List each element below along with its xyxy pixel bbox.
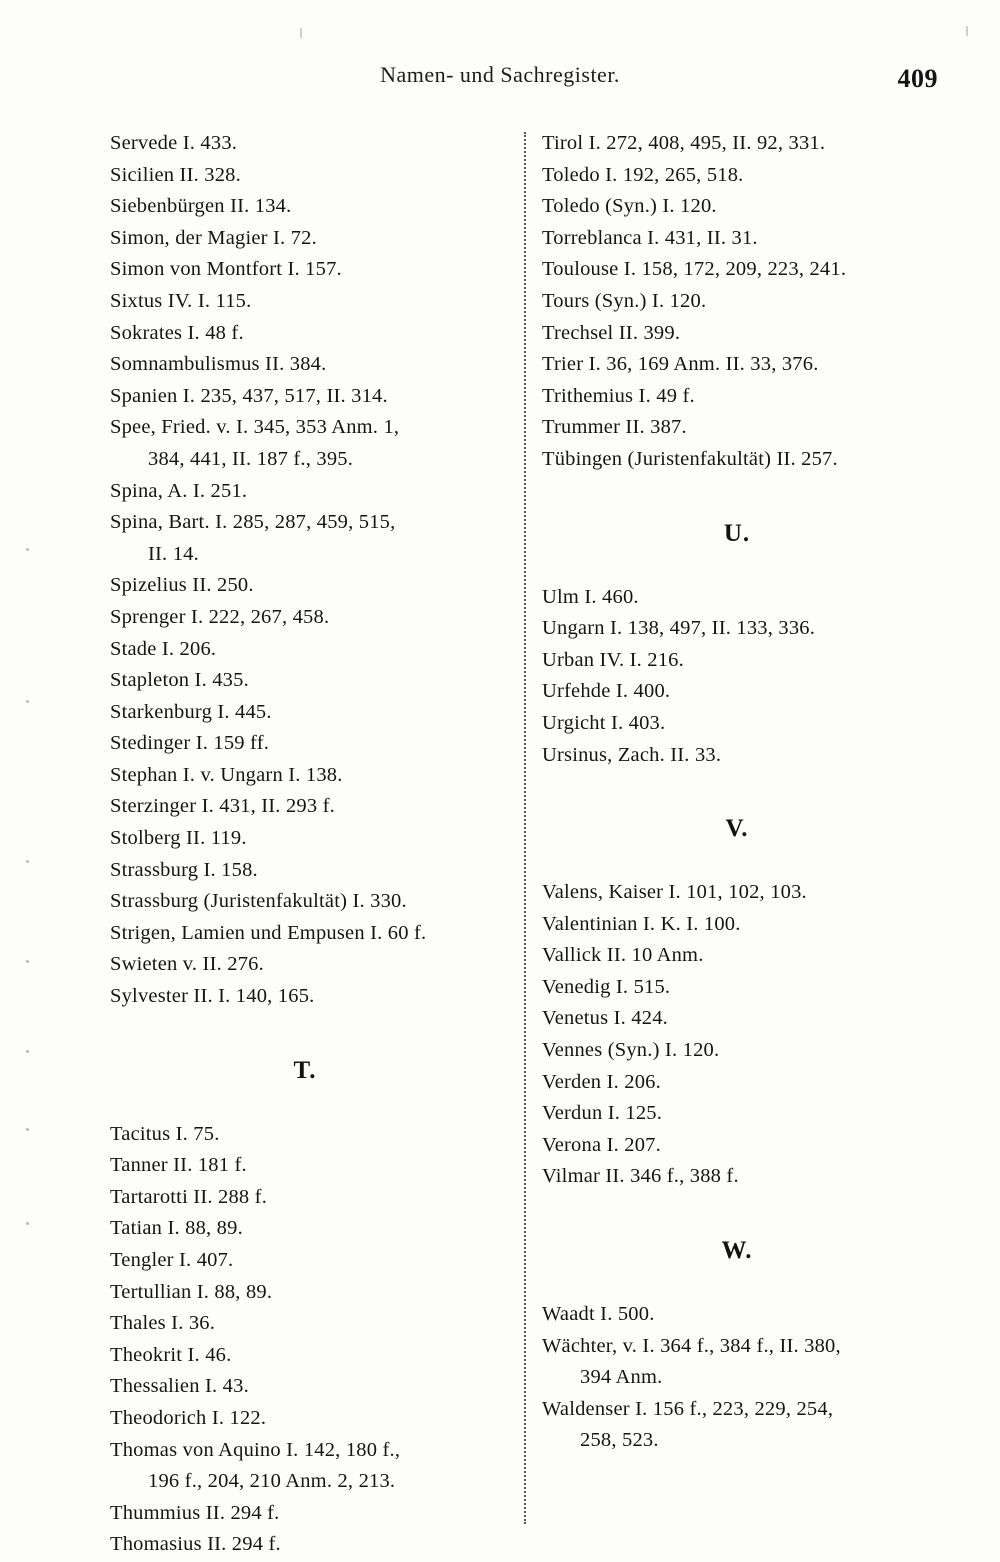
entry-text: Urfehde I. 400.	[542, 680, 671, 703]
section-heading-u: U.	[723, 519, 751, 547]
index-entry	[110, 918, 500, 950]
entry-continuation: 196 f., 204, 210 Anm. 2, 213.	[148, 1470, 396, 1493]
section-heading-t: T.	[293, 1056, 317, 1084]
index-entry	[110, 949, 500, 981]
index-entry	[110, 1245, 500, 1277]
entry-text: Toledo (Syn.) I. 120.	[542, 195, 717, 218]
entry-text: Spizelius II. 250.	[110, 574, 254, 597]
entry-text: Vennes (Syn.) I. 120.	[542, 1039, 720, 1062]
section-heading-v: V.	[725, 815, 749, 843]
index-entry	[110, 1119, 500, 1151]
index-entry	[110, 634, 500, 666]
entry-text: Ungarn I. 138, 497, II. 133, 336.	[542, 617, 816, 640]
index-entry	[542, 877, 932, 909]
entry-text: Strigen, Lamien und Empusen I. 60 f.	[110, 921, 427, 944]
entry-text: Spina, Bart. I. 285, 287, 459, 515,	[110, 511, 396, 534]
index-entry	[542, 1161, 932, 1193]
index-entry	[542, 1331, 932, 1394]
entry-list-w	[542, 1299, 932, 1457]
entry-text: Spee, Fried. v. I. 345, 353 Anm. 1,	[110, 416, 400, 439]
entry-text: Stade I. 206.	[110, 637, 217, 660]
section-gap	[110, 1085, 500, 1119]
left-column	[110, 128, 500, 1556]
entry-text: Venedig I. 515.	[542, 975, 671, 998]
entry-text: Spina, A. I. 251.	[110, 479, 248, 502]
scan-speck	[26, 1050, 29, 1053]
entry-text: Servede I. 433.	[110, 132, 238, 154]
entry-text: Ursinus, Zach. II. 33.	[542, 743, 722, 766]
scan-edge-mark	[300, 28, 302, 38]
index-entry	[542, 708, 932, 740]
index-entry	[542, 909, 932, 941]
index-entry	[110, 254, 500, 286]
index-entry	[542, 1067, 932, 1099]
index-entry	[542, 191, 932, 223]
index-entry	[110, 728, 500, 760]
section-gap	[110, 1013, 500, 1057]
index-entry	[110, 286, 500, 318]
entry-text: Sixtus IV. I. 115.	[110, 289, 252, 312]
entry-text: Tacitus I. 75.	[110, 1122, 220, 1145]
index-entry	[542, 254, 932, 286]
entry-list-u	[542, 582, 932, 772]
index-entry	[110, 697, 500, 729]
scan-edge-mark	[966, 26, 968, 36]
entry-text: Waadt I. 500.	[542, 1303, 655, 1326]
entry-text: Sylvester II. I. 140, 165.	[110, 985, 315, 1008]
index-entry	[110, 791, 500, 823]
entry-text: Thomas von Aquino I. 142, 180 f.,	[110, 1438, 401, 1461]
entry-text: Simon von Montfort I. 157.	[110, 258, 342, 281]
index-entry	[542, 286, 932, 318]
index-entry	[110, 1150, 500, 1182]
entry-text: Sokrates I. 48 f.	[110, 321, 244, 344]
entry-list-s	[110, 128, 500, 1013]
entry-text: Tertullian I. 88, 89.	[110, 1280, 273, 1303]
index-entry	[110, 602, 500, 634]
index-entry	[110, 318, 500, 350]
scan-speck	[26, 860, 29, 863]
index-columns	[110, 128, 940, 1556]
index-entry	[542, 645, 932, 677]
entry-text: Tübingen (Juristenfakultät) II. 257.	[542, 447, 838, 470]
index-entry	[110, 981, 500, 1013]
entry-text: Starkenburg I. 445.	[110, 700, 272, 723]
entry-text: Valentinian I. K. I. 100.	[542, 912, 741, 935]
index-entry	[110, 570, 500, 602]
section-gap	[542, 1265, 932, 1299]
entry-continuation: II. 14.	[148, 542, 199, 565]
entry-list-t-cont	[542, 128, 932, 476]
index-entry	[110, 1340, 500, 1372]
entry-text: Somnambulismus II. 384.	[110, 353, 327, 376]
entry-text: Urban IV. I. 216.	[542, 648, 684, 671]
index-entry	[542, 613, 932, 645]
entry-text: Thessalien I. 43.	[110, 1375, 249, 1398]
index-entry	[542, 940, 932, 972]
section-gap	[542, 843, 932, 877]
entry-text: Trummer II. 387.	[542, 416, 687, 439]
index-entry	[110, 476, 500, 508]
index-entry	[542, 128, 932, 160]
index-entry	[110, 1308, 500, 1340]
index-entry	[110, 886, 500, 918]
index-entry	[110, 1529, 500, 1561]
index-entry	[542, 582, 932, 614]
entry-text: Tours (Syn.) I. 120.	[542, 289, 707, 312]
index-entry	[110, 381, 500, 413]
entry-text: Strassburg (Juristenfakultät) I. 330.	[110, 890, 407, 913]
scan-speck	[26, 548, 29, 551]
index-entry	[542, 1394, 932, 1457]
index-entry	[542, 1003, 932, 1035]
page-header	[0, 62, 1000, 104]
entry-text: Stedinger I. 159 ff.	[110, 732, 270, 755]
entry-text: Sprenger I. 222, 267, 458.	[110, 605, 330, 628]
entry-text: Torreblanca I. 431, II. 31.	[542, 226, 758, 249]
index-entry	[542, 740, 932, 772]
index-entry	[542, 318, 932, 350]
entry-text: Thomasius II. 294 f.	[110, 1533, 281, 1556]
index-entry	[110, 1435, 500, 1498]
index-entry	[542, 160, 932, 192]
entry-text: Verden I. 206.	[542, 1070, 661, 1093]
index-entry	[542, 412, 932, 444]
index-entry	[110, 1498, 500, 1530]
entry-continuation: 394 Anm.	[580, 1366, 663, 1389]
index-entry	[542, 381, 932, 413]
entry-text: Swieten v. II. 276.	[110, 953, 264, 976]
scan-speck	[26, 1222, 29, 1225]
entry-text: Tartarotti II. 288 f.	[110, 1185, 268, 1208]
entry-text: Verona I. 207.	[542, 1133, 661, 1156]
entry-text: Theokrit I. 46.	[110, 1343, 232, 1366]
index-entry	[110, 665, 500, 697]
entry-text: Stolberg II. 119.	[110, 827, 247, 850]
entry-text: Theodorich I. 122.	[110, 1406, 267, 1429]
scan-speck	[26, 1128, 29, 1131]
index-entry	[542, 1035, 932, 1067]
index-entry	[110, 760, 500, 792]
section-heading-w: W.	[721, 1237, 753, 1265]
index-entry	[542, 223, 932, 255]
column-divider	[524, 132, 526, 1524]
entry-list-t	[110, 1119, 500, 1561]
entry-text: Venetus I. 424.	[542, 1007, 668, 1030]
index-entry	[542, 676, 932, 708]
section-gap	[542, 1193, 932, 1237]
index-entry	[110, 128, 500, 160]
entry-text: Vilmar II. 346 f., 388 f.	[542, 1165, 739, 1188]
entry-text: Sicilien II. 328.	[110, 163, 241, 186]
right-column	[542, 128, 932, 1538]
page-number: 409	[897, 64, 938, 93]
running-head: Namen- und Sachregister.	[380, 62, 620, 87]
section-gap	[542, 548, 932, 582]
scan-speck	[26, 700, 29, 703]
entry-text: Waldenser I. 156 f., 223, 229, 254,	[542, 1397, 834, 1420]
entry-text: Strassburg I. 158.	[110, 858, 258, 881]
index-entry	[110, 191, 500, 223]
index-entry	[110, 223, 500, 255]
entry-text: Spanien I. 235, 437, 517, II. 314.	[110, 384, 388, 407]
entry-text: Simon, der Magier I. 72.	[110, 226, 317, 249]
section-gap	[542, 771, 932, 815]
index-entry	[542, 1130, 932, 1162]
index-entry	[110, 1182, 500, 1214]
index-entry	[110, 1213, 500, 1245]
index-entry	[110, 1403, 500, 1435]
entry-text: Toulouse I. 158, 172, 209, 223, 241.	[542, 258, 847, 281]
section-gap	[542, 476, 932, 520]
index-entry	[110, 507, 500, 570]
entry-text: Stapleton I. 435.	[110, 669, 249, 692]
entry-text: Trithemius I. 49 f.	[542, 384, 695, 407]
scan-speck	[26, 960, 29, 963]
entry-continuation: 258, 523.	[580, 1429, 659, 1452]
entry-text: Thummius II. 294 f.	[110, 1501, 280, 1524]
index-entry	[110, 855, 500, 887]
entry-text: Trier I. 36, 169 Anm. II. 33, 376.	[542, 353, 819, 376]
entry-text: Tanner II. 181 f.	[110, 1154, 247, 1177]
entry-text: Urgicht I. 403.	[542, 711, 666, 734]
entry-text: Siebenbürgen II. 134.	[110, 195, 292, 218]
index-entry	[542, 444, 932, 476]
entry-text: Vallick II. 10 Anm.	[542, 944, 704, 967]
entry-continuation: 384, 441, II. 187 f., 395.	[148, 447, 354, 470]
entry-text: Tengler I. 407.	[110, 1249, 234, 1271]
entry-text: Toledo I. 192, 265, 518.	[542, 163, 744, 186]
index-entry	[110, 160, 500, 192]
entry-text: Thales I. 36.	[110, 1312, 216, 1335]
index-entry	[542, 1098, 932, 1130]
index-entry	[110, 412, 500, 475]
entry-text: Wächter, v. I. 364 f., 384 f., II. 380,	[542, 1334, 841, 1357]
index-entry	[110, 823, 500, 855]
entry-text: Verdun I. 125.	[542, 1102, 663, 1125]
entry-list-v	[542, 877, 932, 1193]
entry-text: Sterzinger I. 431, II. 293 f.	[110, 795, 335, 818]
index-entry	[542, 972, 932, 1004]
index-entry	[110, 349, 500, 381]
index-entry	[542, 1299, 932, 1331]
entry-text: Valens, Kaiser I. 101, 102, 103.	[542, 881, 807, 904]
entry-text: Tatian I. 88, 89.	[110, 1217, 243, 1240]
entry-text: Ulm I. 460.	[542, 585, 639, 608]
entry-text: Trechsel II. 399.	[542, 321, 681, 344]
entry-text: Tirol I. 272, 408, 495, II. 92, 331.	[542, 132, 826, 154]
index-entry	[110, 1371, 500, 1403]
entry-text: Stephan I. v. Ungarn I. 138.	[110, 763, 343, 786]
index-entry	[542, 349, 932, 381]
index-entry	[110, 1277, 500, 1309]
